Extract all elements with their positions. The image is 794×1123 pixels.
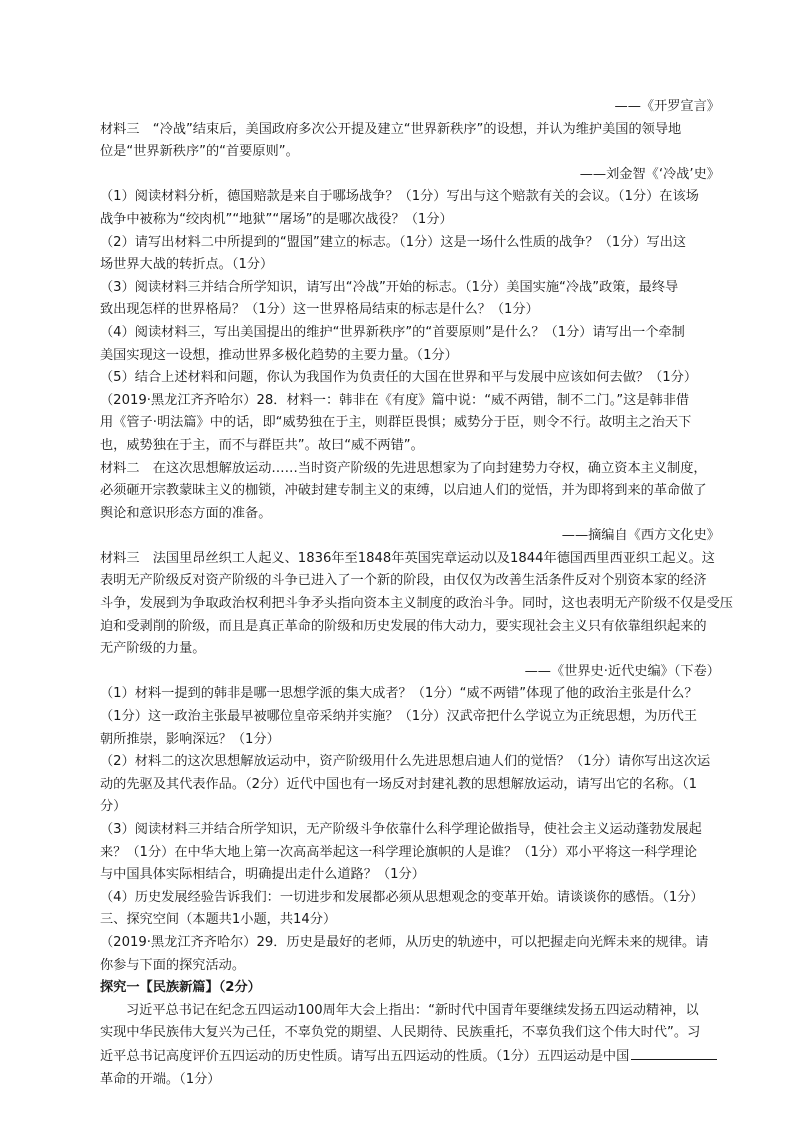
material-paragraph: 材料二 在这次思想解放运动……当时资产阶级的先进思想家为了向封建势力夺权，确立资本主义制度， <box>100 460 707 476</box>
material-paragraph: 用《管子·明法篇》中的话，即“威势独在于主，则群臣畏惧；威势分于臣，则令不行。故明主之治天下 <box>100 415 692 431</box>
material-paragraph: 必须砸开宗教蒙昧主义的枷锁，冲破封建专制主义的束缚，以启迪人们的觉悟，并为即将到来的革命做了 <box>100 483 707 499</box>
question-text: 与中国具体实际相结合，明确提出走什么道路？（1分） <box>100 867 425 883</box>
material-paragraph: 迫和受剥削的阶级，而且是真正革命的阶级和历史发展的伟大动力，要实现社会主义只有依靠组织起来的 <box>100 618 707 634</box>
question-text: 致出现怎样的世界格局？（1分）这一世界格局结束的标志是什么？（1分） <box>100 302 539 318</box>
paragraph-text: 习近平总书记在纪念五四运动100周年大会上指出：“新时代中国青年要继续发扬五四运动精神，以 <box>126 1002 699 1018</box>
question-header: （2019·黑龙江齐齐哈尔）29．历史是最好的老师，从历史的轨迹中，可以把握走向光辉未来的规律。请 <box>100 934 709 950</box>
question-text: （3）阅读材料三并结合所学知识，请写出“冷战”开始的标志。（1分）美国实施“冷战”政策，最终导 <box>100 279 679 295</box>
subsection-title: 探究一【民族新篇】（2分） <box>100 980 261 996</box>
question-text: 美国实现这一设想，推动世界多极化趋势的主要力量。（1分） <box>100 347 458 363</box>
material-paragraph: 表明无产阶级反对资产阶级的斗争已进入了一个新的阶段，由仅仅为改善生活条件反对个别资本家的经济 <box>100 573 707 589</box>
question-text: 战争中被称为“绞肉机”“地狱”“屠场”的是哪次战役？（1分） <box>100 211 453 227</box>
material-paragraph: 材料三 法国里昂丝织工人起义、1836年至1848年英国宪章运动以及1844年德国西里西亚织工起义。这 <box>100 550 715 566</box>
question-text: 动的先驱及其代表作品。（2分）近代中国也有一场反对封建礼教的思想解放运动，请写出它的名称。（1 <box>100 776 698 792</box>
source-citation: ——刘金智《‘冷战’史》 <box>579 166 720 182</box>
material-paragraph: 位是“世界新秩序”的“首要原则”。 <box>100 144 299 160</box>
section-heading: 三、探究空间（本题共1小题，共14分） <box>100 912 337 928</box>
source-citation: ——《开罗宣言》 <box>614 99 720 114</box>
answer-blank[interactable] <box>631 1045 717 1060</box>
question-text: （5）结合上述材料和问题，你认为我国作为负责任的大国在世界和平与发展中应该如何去做？（1分） <box>100 370 698 386</box>
question-text: （3）阅读材料三并结合所学知识，无产阶级斗争依靠什么科学理论做指导，使社会主义运动蓬勃发展起 <box>100 822 702 837</box>
question-text: （2）请写出材料二中所提到的“盟国”建立的标志。（1分）这是一场什么性质的战争？（1分）写出这 <box>100 234 687 250</box>
question-text: 来？（1分）在中华大地上第一次高高举起这一科学理论旗帜的人是谁？（1分）邓小平将这一科学理论 <box>100 844 698 860</box>
question-text: （1分）这一政治主张最早被哪位皇帝采纳并实施？（1分）汉武帝把什么学说立为正统思想，为历代王 <box>100 709 698 725</box>
material-paragraph: 无产阶级的力量。 <box>100 641 206 657</box>
material-paragraph: 舆论和意识形态方面的准备。 <box>100 505 272 521</box>
paragraph-text: 革命的开端。（1分） <box>100 1071 221 1087</box>
question-text: 朝所推崇，影响深远？（1分） <box>100 731 280 747</box>
material-paragraph: 材料三 “冷战”结束后，美国政府多次公开提及建立“世界新秩序”的设想，并认为维护美国的领导地 <box>100 121 682 137</box>
material-paragraph: 斗争，发展到为争取政治权利把斗争矛头指向资本主义制度的政治斗争。同时，这也表明无产阶级不仅是受压 <box>100 596 733 612</box>
question-text: （4）阅读材料三，写出美国提出的维护“世界新秩序”的“首要原则”是什么？（1分）请写出一个牵制 <box>100 324 685 340</box>
question-header: （2019·黑龙江齐齐哈尔）28．材料一：韩非在《有度》篇中说：“威不两错，制不二门。”这是韩非借 <box>100 392 690 408</box>
question-text: （4）历史发展经验告诉我们：一切进步和发展都必须从思想观念的变革开始。请谈谈你的感悟。（1分） <box>100 889 704 905</box>
document-page <box>100 96 733 1091</box>
question-text: （1）阅读材料分析，德国赔款是来自于哪场战争？（1分）写出与这个赔款有关的会议。（1分）在该场 <box>100 189 699 205</box>
question-text: 场世界大战的转折点。（1分） <box>100 257 274 273</box>
material-paragraph: 也，威势独在于主，而不与群臣共”。故曰“威不两错”。 <box>100 437 424 453</box>
question-text: （1）材料一提到的韩非是哪一思想学派的集大成者？（1分）“威不两错”体现了他的政治主张是什么？ <box>100 686 698 702</box>
paragraph-text: 实现中华民族伟大复兴为己任，不辜负党的期望、人民期待、民族重托，不辜负我们这个伟大时代”。习 <box>100 1025 701 1041</box>
question-text: 分） <box>100 799 127 815</box>
question-text: （2）材料二的这次思想解放运动中，资产阶级用什么先进思想启迪人们的觉悟？（1分）请你写出这次运 <box>100 754 711 770</box>
paragraph-text <box>100 1045 720 1069</box>
question-text: 你参与下面的探究活动。 <box>100 957 246 973</box>
paragraph-text-segment: 近平总书记高度评价五四运动的历史性质。请写出五四运动的性质。（1分）五四运动是中国 <box>100 1048 630 1064</box>
source-citation: ——摘编自《西方文化史》 <box>561 528 720 544</box>
source-citation: ——《世界史·近代史编》（下卷） <box>524 663 720 679</box>
